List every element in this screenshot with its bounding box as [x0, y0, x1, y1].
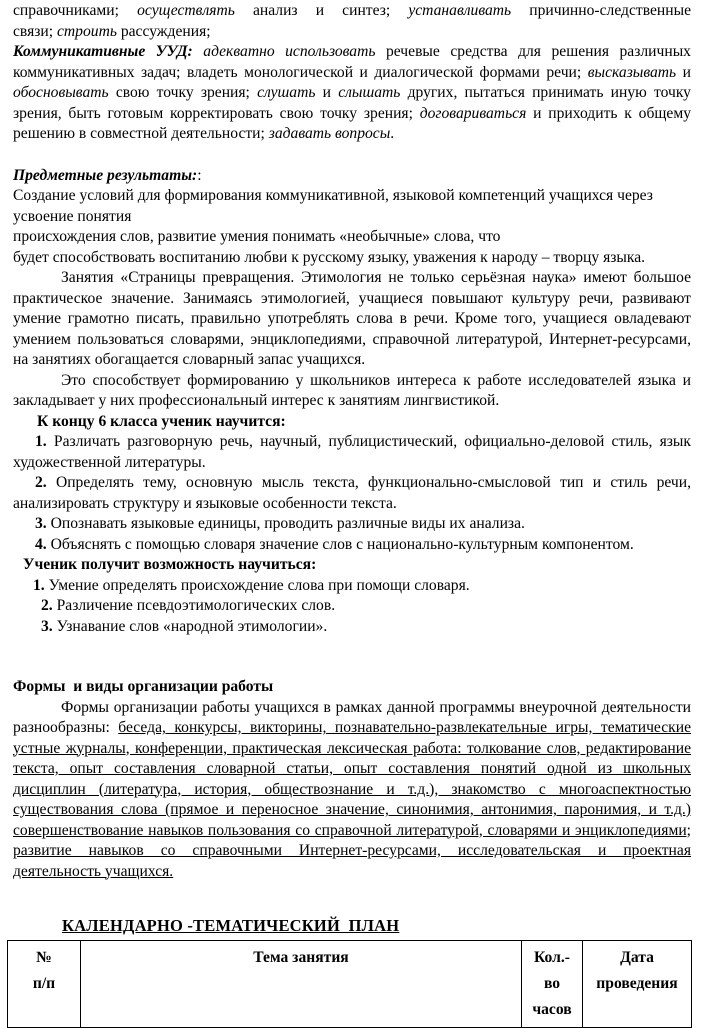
heading-text: Предметные результаты:	[13, 166, 198, 184]
header-cell-hours	[522, 941, 583, 1028]
header-cell-number	[8, 941, 81, 1028]
header-cell-topic	[81, 941, 522, 1028]
item-number: 3.	[41, 617, 53, 635]
item-text: Опознавать языковые единицы, проводить различные виды их анализа.	[46, 515, 525, 532]
item-text: Умение определять происхождение слова при помощи словаря.	[44, 576, 470, 594]
header-text: Кол.-	[534, 949, 570, 966]
learn-heading: К концу 6 класса ученик научится:	[37, 412, 286, 430]
header-text: проведения	[596, 975, 678, 992]
forms-underlined: беседа, конкурсы, викторины, познавательно-развлекательные игры, тематические устные журналы, конференции, практическая лексическая работа: толкование слов, редактирование текста, опыт составления словарной статьи, опыт составления понятий одной из школьных дисциплин (литература, история, обществознание и т.д.), знакомство с многоаспектностью существования слова (прямое и переносное значение, синонимия, антонимия, паронимия, и т.д.) совершенствование навыков пользования со справочной литературой, словарями и энциклопедиями; развитие навыков со справочными Интернет-ресурсами, исследовательская и проектная деятельность учащихся.	[13, 719, 691, 880]
subject-paragraph-5: Это способствует формированию у школьников интереса к работе исследователей языка и закладывает у них профессиональный интерес к занятиям лингвистикой.	[13, 371, 691, 409]
item-text: Узнавание слов «народной этимологии».	[52, 617, 328, 635]
text-run: других, пытаться принимать иную точку зрения, быть готовым корректировать свою точку зрения;	[13, 84, 691, 122]
learn-item-1	[13, 432, 691, 473]
subject-paragraph-2: происхождения слов, развитие умения понимать «необычные» слова, что	[13, 228, 501, 245]
item-number: 3.	[35, 515, 47, 532]
opportunity-item-2	[13, 596, 691, 617]
forms-heading: Формы и виды организации работы	[13, 678, 274, 695]
text-run: справочниками;	[13, 2, 138, 19]
item-number: 4.	[35, 535, 47, 553]
text-run	[193, 43, 204, 60]
text-run-italic: задавать вопросы	[268, 125, 391, 142]
item-number: 1.	[33, 576, 45, 594]
header-text: п/п	[32, 975, 56, 992]
learn-item-4	[13, 535, 691, 556]
item-text: Объяснять с помощью словаря значение слов с национально-культурным компонентом.	[46, 535, 634, 553]
item-number: 2.	[41, 597, 53, 614]
text-run: связи;	[13, 22, 57, 40]
text-run-italic: высказывать	[587, 63, 677, 81]
text-run-italic: слышать	[338, 84, 401, 101]
header-text: Тема занятия	[253, 949, 349, 966]
item-number: 2.	[35, 474, 47, 491]
forms-paragraph	[13, 698, 691, 883]
spacer	[13, 145, 691, 165]
subject-paragraph-4: Занятия «Страницы превращения. Этимология не только серьёзная наука» имеют большое практическое значение. Занимаясь этимологией, учащиеся повышают культуру речи, развивают умение грамотно писать, правильно употреблять слова в речи. Кроме того, учащиеся овладевают умением пользоваться словарями, энциклопедиями, справочной литературой, Интернет-ресурсами, на занятиях обогащается словарный запас учащихся.	[13, 269, 691, 368]
item-text: Определять тему, основную мысль текста, функционально-смысловой тип и стиль речи, анализировать структуру и языковые особенности текста.	[13, 474, 691, 512]
text-run: свою точку зрения;	[108, 84, 258, 101]
subject-paragraph-3: будет способствовать воспитанию любви к русскому языку, уважения к народу – творцу языка.	[13, 248, 646, 266]
text-run: и	[676, 63, 691, 81]
text-run-italic: обосновывать	[13, 84, 109, 101]
text-run: рассуждения;	[116, 22, 211, 40]
opportunity-item-1	[13, 576, 691, 597]
header-cell-date	[583, 941, 692, 1028]
subject-results-heading	[13, 166, 691, 187]
paragraph-regulative-end-2	[13, 22, 691, 43]
learn-item-3	[13, 514, 691, 535]
plan-title: КАЛЕНДАРНО -ТЕМАТИЧЕСКИЙ ПЛАН	[62, 916, 400, 935]
opportunity-item-3	[13, 617, 691, 638]
paragraph-regulative-end	[13, 1, 691, 22]
paragraph-communicative	[13, 42, 691, 145]
opportunity-heading: Ученик получит возможность научиться:	[23, 556, 317, 573]
text-run: и приходить к общему решению в совместной деятельности;	[13, 104, 691, 142]
text-run-italic: осуществлять	[137, 2, 235, 19]
header-text: №	[36, 949, 52, 966]
item-text: Различение псевдоэтимологических слов.	[52, 597, 336, 614]
learn-item-2	[13, 473, 691, 514]
header-text: Дата	[620, 949, 654, 966]
communicative-label: Коммуникативные УУД:	[13, 43, 193, 60]
forms-intro: Формы организации работы учащихся в рамках данной программы внеурочной деятельности разнообразны:	[13, 698, 691, 736]
spacer	[13, 637, 691, 677]
plan-table	[7, 940, 692, 1028]
header-text: часов	[532, 1001, 572, 1018]
table-header-row	[8, 941, 692, 1028]
text-run-italic: устанавливать	[408, 2, 512, 19]
subject-paragraph-1: Создание условий для формирования коммуникативной, языковой компетенций учащихся через усвоение понятия	[13, 187, 653, 225]
item-text: Различать разговорную речь, научный, публицистический, официально-деловой стиль, язык художественной литературы.	[13, 433, 691, 471]
text-run-italic: слушать	[257, 84, 316, 101]
text-run-italic: адекватно использовать	[203, 43, 376, 60]
text-run: и	[315, 84, 339, 101]
text-run: .	[390, 125, 395, 142]
header-text: во	[543, 975, 561, 992]
text-run-italic: строить	[57, 22, 117, 40]
item-number: 1.	[35, 433, 47, 450]
document-page	[13, 0, 691, 882]
text-run-italic: договариваться	[419, 104, 527, 122]
text-run: речевые средства для решения различных коммуникативных задач; владеть монологической и диалогической формами речи;	[13, 43, 691, 81]
text-run: причинно-следственные	[511, 2, 691, 19]
text-run: анализ и синтез;	[234, 2, 409, 19]
heading-colon: :	[197, 166, 202, 184]
